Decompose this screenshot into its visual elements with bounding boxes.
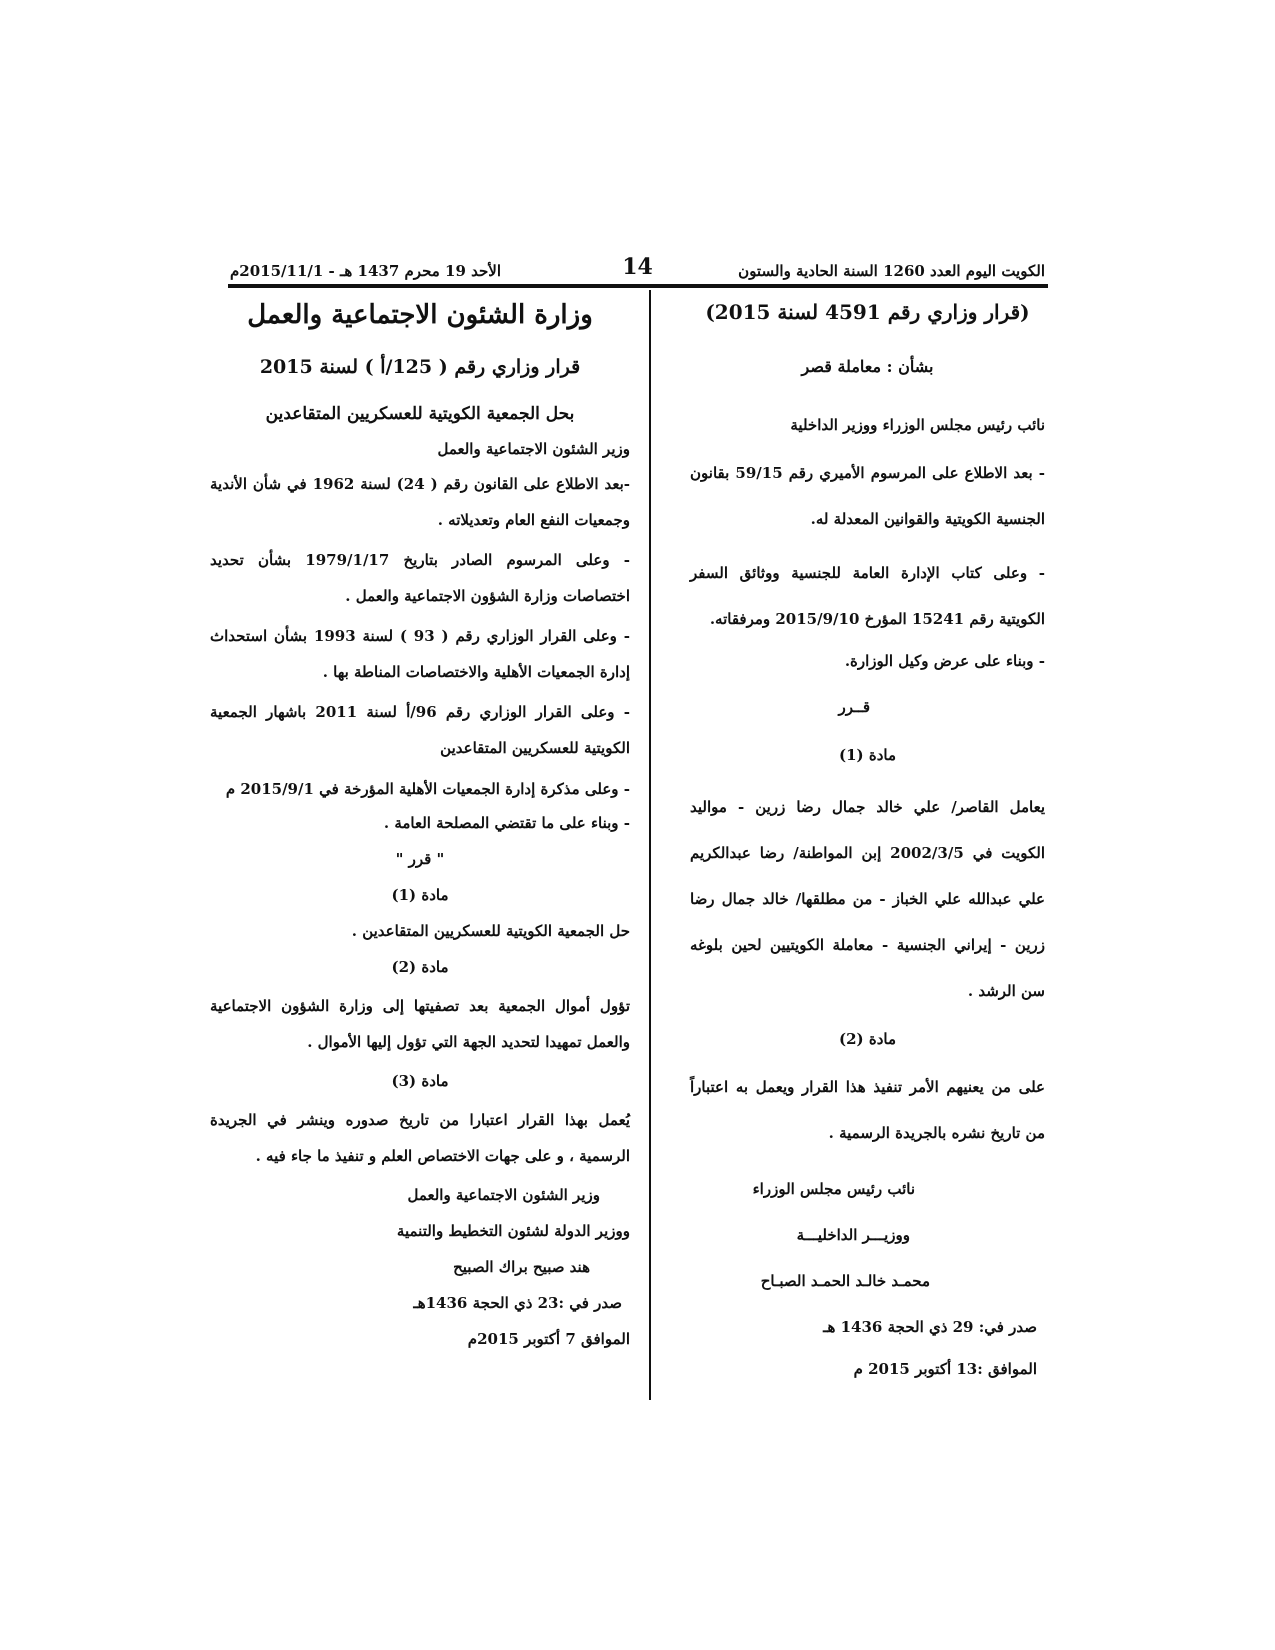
preamble-item: - وعلى القرار الوزاري رقم 96/أ لسنة 2011 باشهار الجمعية الكويتية للعسكريين المتقاعدين (210, 703, 630, 757)
article-heading: مادة (1) (391, 886, 449, 904)
issue-date: صدر في :23 ذي الحجة 1436هـ (413, 1294, 622, 1312)
issue-date: صدر في: 29 ذي الحجة 1436 هـ (823, 1318, 1037, 1336)
header-date: الأحد 19 محرم 1437 هـ - 2015/11/1م (230, 262, 501, 280)
signatory-name: محمـد خالـد الحمـد الصبـاح (760, 1272, 930, 1290)
page-header (230, 256, 1045, 284)
preamble-item: - وعلى كتاب الإدارة العامة للجنسية ووثائق السفر الكويتية رقم 15241 المؤرخ 2015/9/10 ومرفقاته. (690, 564, 1045, 628)
decided-label: قــرر (838, 698, 870, 716)
preamble-item: -بعد الاطلاع على القانون رقم ( 24) لسنة 1962 في شأن الأندية وجمعيات النفع العام وتعديلاته . (210, 475, 631, 529)
ministry-heading: وزارة الشئون الاجتماعية والعمل (247, 300, 593, 330)
preamble-item: - وعلى المرسوم الصادر بتاريخ 1979/1/17 بشأن تحديد اختصاصات وزارة الشؤون الاجتماعية والعمل . (210, 551, 630, 605)
left-column (210, 300, 630, 1350)
decision-subject: بشأن : معاملة قصر (801, 357, 934, 376)
article-text: حل الجمعية الكويتية للعسكريين المتقاعدين . (351, 922, 630, 940)
article-text: تؤول أموال الجمعية بعد تصفيتها إلى وزارة الشؤون الاجتماعية والعمل تمهيدا لتحديد الجهة التي تؤول إليها الأموال . (210, 997, 630, 1051)
signature-line: ووزير الدولة لشئون التخطيط والتنمية (396, 1222, 630, 1240)
right-column (690, 300, 1045, 1380)
page-number: 14 (622, 254, 653, 280)
article-heading: مادة (1) (838, 746, 896, 764)
article-heading: مادة (2) (391, 958, 449, 976)
signature-line: نائب رئيس مجلس الوزراء (752, 1180, 915, 1198)
decision-title: (قرار وزاري رقم 4591 لسنة 2015) (705, 300, 1030, 324)
signatory-name: هند صبيح براك الصبيح (453, 1258, 590, 1276)
preamble-item: - وعلى القرار الوزاري رقم ( 93 ) لسنة 1993 بشأن استحداث إدارة الجمعيات الأهلية والاختصاصات المناطة بها . (210, 627, 630, 681)
article-text: على من يعنيهم الأمر تنفيذ هذا القرار ويعمل به اعتباراً من تاريخ نشره بالجريدة الرسمية . (690, 1078, 1045, 1142)
article-text: يعامل القاصر/ علي خالد جمال رضا زرين - مواليد الكويت في 2002/3/5 إبن المواطنة/ رضا عبدالكريم علي عبدالله علي الخباز - من مطلقها/ خالد جمال رضا زرين - إيراني الجنسية - معاملة الكويتيين لحين بلوغه سن الرشد . (690, 798, 1045, 1000)
preamble-item: - بعد الاطلاع على المرسوم الأميري رقم 59/15 بقانون الجنسية الكويتية والقوانين المعدلة له. (690, 464, 1045, 528)
header-issue-info: الكويت اليوم العدد 1260 السنة الحادية والستون (738, 262, 1045, 280)
article-heading: مادة (3) (391, 1072, 449, 1090)
decided-label: " قرر " (395, 850, 445, 868)
signature-line: ووزيـــر الداخليـــة (796, 1226, 910, 1244)
decision-issuer: وزير الشئون الاجتماعية والعمل (437, 440, 630, 458)
decision-issuer: نائب رئيس مجلس الوزراء ووزير الداخلية (790, 416, 1045, 434)
column-divider (649, 290, 651, 1400)
header-rule (228, 284, 1048, 288)
decision-title: قرار وزاري رقم ( 125/أ ) لسنة 2015 (259, 356, 581, 378)
preamble-item: - وبناء على ما تقتضي المصلحة العامة . (383, 814, 630, 832)
decision-subject: بحل الجمعية الكويتية للعسكريين المتقاعدين (265, 404, 575, 424)
corresponding-date: الموافق :13 أكتوبر 2015 م (853, 1360, 1037, 1378)
signature-line: وزير الشئون الاجتماعية والعمل (407, 1186, 600, 1204)
corresponding-date: الموافق 7 أكتوبر 2015م (467, 1330, 630, 1348)
preamble-item: - وبناء على عرض وكيل الوزارة. (844, 652, 1045, 670)
article-text: يُعمل بهذا القرار اعتبارا من تاريخ صدوره وينشر في الجريدة الرسمية ، و على جهات الاختصاص العلم و تنفيذ ما جاء فيه . (210, 1111, 630, 1165)
article-heading: مادة (2) (838, 1030, 896, 1048)
preamble-item: - وعلى مذكرة إدارة الجمعيات الأهلية المؤرخة في 2015/9/1 م (225, 780, 630, 798)
